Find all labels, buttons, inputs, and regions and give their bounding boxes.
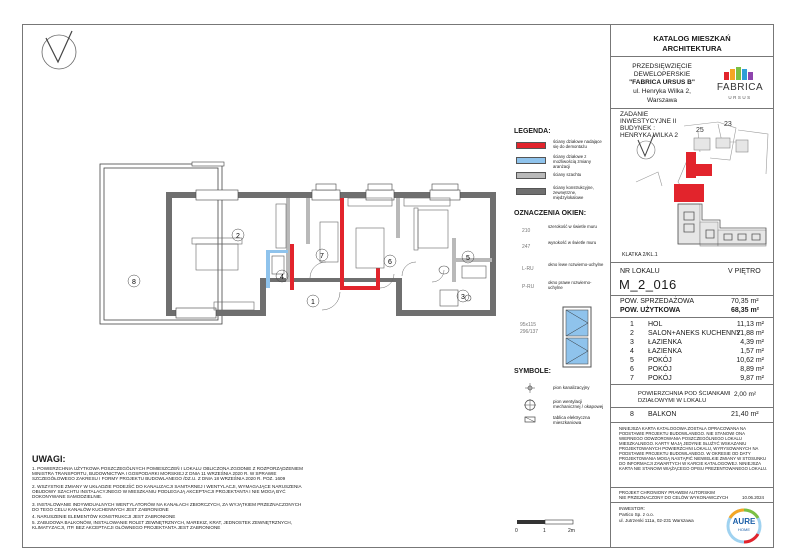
staircase-label: KLATKA 2/KL.1 (622, 252, 658, 258)
partition-value: 2,00 m² (734, 391, 757, 398)
usable-area-value: 68,35 m² (731, 307, 760, 314)
fabrica-logo-icon (722, 66, 758, 80)
window-code: 210 (522, 228, 531, 234)
divider (610, 295, 774, 296)
aurec-brand: AURE (732, 517, 756, 526)
scale-tick: 1 (543, 528, 546, 534)
fabrica-brand: FABRICA (716, 82, 764, 93)
floor-plan (96, 158, 516, 328)
document-date: 10.06.2024 (742, 495, 764, 500)
zone-label-1: ZADANIE (620, 111, 649, 118)
symbol-label: pion kanalizacyjny (553, 385, 590, 390)
legend-title: LEGENDA: (514, 128, 551, 135)
room-number: 8 (132, 279, 136, 286)
sales-area-label: POW. SPRZEDAŻOWA (620, 298, 695, 305)
fabrica-brand-sub: URSUS (728, 95, 752, 100)
investor-name: Partico Sp. z o.o. (619, 512, 654, 517)
disclaimer-text: NINIEJSZA KARTA KATALOGOWA ZOSTAŁA OPRACOWANA NA PODSTAWIE PROJEKTU BUDOWLANEGO. NIE STANOWI ONA WIERNEGO ODWZOROWANIA POSZCZEGÓLNEGO LOKALU MIESZKALNEGO. KARTY MAJĄ JEDYNIE SŁUŻYĆ WSKAZANIU PROJEKTOWANYCH POWIERZCHNI LOKALU, WYRYSOWANYCH NA PODSTAWIE PROJEKTU BUDOWLANEGO. W OKRESIE OD DATY PROJEKTOWANIA MOGĄ NASTĄPIĆ NIEWIELKIE ZMIANY W STOSUNKU DO INFORMACJI ZAWARTYCH W KARCIE KATALOGOWEJ. NINIEJSZA KARTA NIE STANOWI WIĄŻĄCEGO OPISU PREZENTOWANEGO LOKALU. (619, 426, 768, 471)
symbol-label: pion wentylacji mechanicznej / okapowej (553, 399, 604, 409)
notes-title: UWAGI: (32, 454, 66, 464)
note-item: 4. NARUSZENIE ELEMENTÓW KONSTRUKCJI JEST ZABRONIONE (32, 514, 176, 519)
room-number: 5 (466, 255, 470, 262)
partition-label-2: DZIAŁOWYMI W LOKALU (638, 398, 707, 404)
divider (610, 384, 774, 385)
developer-label-2: DEWELOPERSKIE (633, 71, 691, 78)
divider (610, 262, 774, 263)
investor-label: INWESTOR: (619, 506, 645, 511)
sewage-riser-icon (524, 382, 536, 394)
project-city: Warszawa (646, 97, 678, 104)
room-number: 4 (280, 274, 284, 281)
window-desc: okno prawe rozwierno-uchylne (548, 280, 592, 290)
divider (610, 422, 774, 423)
window-code: P-RU (522, 284, 535, 290)
legend-label: ściany konstrukcyjne, zewnętrzne, międzylokalowe (553, 185, 594, 200)
investor-address: ul. Jutrzenki 111a, 02-231 Warszawa (619, 518, 694, 523)
legend-swatch-demolishable (516, 142, 546, 149)
divider (610, 108, 774, 109)
divider (610, 56, 774, 57)
note-item: 3. INSTALOWANIE INDYWIDUALNYCH WENTYLATORÓW NA KANAŁACH ZBIORCZYCH, ZA WYJĄTKIEM PRZEZNACZONYCH DO TEGO CELU KANAŁÓW KUCHENNYCH JEST ZABRONIONE (32, 502, 302, 513)
legend-swatch-changeable (516, 157, 546, 164)
balcony-name: BALKON (648, 411, 677, 418)
room-number: 1 (311, 299, 315, 306)
window-desc: okno lewe rozwierno-uchylne (548, 262, 604, 267)
window-desc: wysokość w świetle muru (548, 240, 597, 245)
unit-number-label: NR LOKALU (620, 268, 660, 275)
window-sample-icon (562, 306, 592, 368)
divider (610, 317, 774, 318)
building-label-1: BUDYNEK : (620, 125, 656, 132)
catalog-subtitle: ARCHITEKTURA (662, 44, 722, 53)
legend-label: ściany szachtu (553, 172, 582, 177)
aurec-brand-sub: HOME (738, 527, 750, 532)
copyright-2: NIE PRZEZNACZONY DO CELÓW WYKONAWCZYCH (619, 495, 729, 500)
scale-tick: 0 (515, 528, 518, 534)
room-row: 2 SALON+ANEKS KUCHENNY 21,88 m² (630, 330, 764, 337)
zone-label-2: INWESTYCYJNE II (620, 118, 677, 125)
ventilation-riser-icon (522, 398, 538, 412)
window-code: 247 (522, 244, 531, 250)
legend-swatch-structural (516, 188, 546, 195)
window-desc: szerokość w świetle muru (548, 224, 597, 229)
usable-area-label: POW. UŻYTKOWA (620, 307, 681, 314)
project-address: ul. Henryka Wilka 2, (633, 88, 691, 95)
north-arrow-icon (38, 28, 80, 72)
note-item: 2. WSZYSTKIE ZMIANY W UKŁADZIE PODEJŚĆ DO KANALIZACJI SANITARNEJ I WENTYLACJI, WYMAGAJĄCE NARUSZENIA OBUDOWY SZACHTU INSTALACYJNEGO W MIESZKANIU PODLEGAJĄ AKCEPTACJI PROJEKTANTA I NIE MOGĄ BYĆ DOKONYWANE SAMODZIELNIE. (32, 484, 302, 500)
aurec-logo-icon (724, 508, 764, 544)
balcony-no: 8 (630, 411, 634, 418)
room-row: 7 POKÓJ 9,87 m² (630, 375, 764, 382)
legend-label: ściany działowe nadające się do demontażu (553, 139, 602, 149)
room-row: 4 ŁAZIENKA 1,57 m² (630, 348, 764, 355)
room-row: 1 HOL 11,13 m² (630, 321, 764, 328)
sales-area-value: 70,35 m² (731, 298, 759, 305)
divider (610, 502, 774, 503)
room-number: 7 (320, 253, 324, 260)
site-map-num-b: 23 (724, 121, 732, 128)
windows-title: OZNACZENIA OKIEN: (514, 210, 587, 217)
unit-number: M_2_016 (619, 277, 677, 292)
legend-label: ściany działowe z możliwością zmiany aranżacji (553, 154, 591, 169)
scale-tick: 2m (568, 528, 575, 534)
room-number: 3 (461, 294, 465, 301)
copyright-1: PROJEKT CHRONIONY PRAWEM AUTORSKIM (619, 490, 715, 495)
window-sample-code: 95x115 (520, 322, 537, 328)
electric-panel-icon (524, 416, 536, 424)
project-name: "FABRICA URSUS B" (629, 79, 695, 86)
room-row: 6 POKÓJ 8,89 m² (630, 366, 764, 373)
divider (610, 407, 774, 408)
building-label-2: HENRYKA WILKA 2 (620, 132, 679, 139)
note-item: 5. ZABUDOWA BALKONÓW, INSTALOWANIE ROLET ZEWNĘTRZNYCH, MAREKIZ, KRAT, JEDNOSTEK ZEWNĘTRZNYCH, KLIMATYZACJI, ITP. BEZ AKCEPTACJI GŁÓWNEGO PROJEKTANTA JEST ZABRONIONE (32, 520, 292, 531)
developer-label-1: PRZEDSIĘWZIĘCIE (632, 63, 692, 70)
window-sample-code-2: 296/137 (520, 329, 539, 335)
room-row: 3 ŁAZIENKA 4,39 m² (630, 339, 764, 346)
balcony-area: 21,40 m² (731, 411, 759, 418)
window-code: L-RU (522, 266, 534, 272)
room-row: 5 POKÓJ 10,62 m² (630, 357, 764, 364)
divider (610, 487, 774, 488)
note-item: 1. POWIERZCHNIA UŻYTKOWA POSZCZEGÓLNYCH POMIESZCZEŃ I LOKALU OBLICZONA ZGODNIE Z ROZPORZĄDZENIEM MINISTRA TRANSPORTU, BUDOWNICTWA I GOSPODARKI MORSKIEJ Z DNIA 11 WRZEŚNIA 2020 R. W SPRAWIE SZCZEGÓŁOWEGO ZAKRESU I FORMY PROJEKTU BUDOWLANEGO /DZ.U. Z DNIA 18 WRZEŚNIA 2020 R. POZ. 1609 (32, 466, 303, 482)
legend-swatch-shaft (516, 172, 546, 179)
room-number: 2 (236, 233, 240, 240)
symbols-title: SYMBOLE: (514, 368, 551, 375)
unit-floor: V PIĘTRO (728, 268, 761, 275)
symbol-label: tablica elektryczna mieszkaniowa (553, 415, 591, 425)
site-plan-map (618, 112, 772, 260)
site-map-num-a: 25 (696, 127, 704, 134)
partition-label-1: POWIERZCHNIA POD ŚCIANKAMI (638, 391, 731, 397)
room-number: 6 (388, 259, 392, 266)
catalog-title: KATALOG MIESZKAŃ (653, 34, 731, 43)
